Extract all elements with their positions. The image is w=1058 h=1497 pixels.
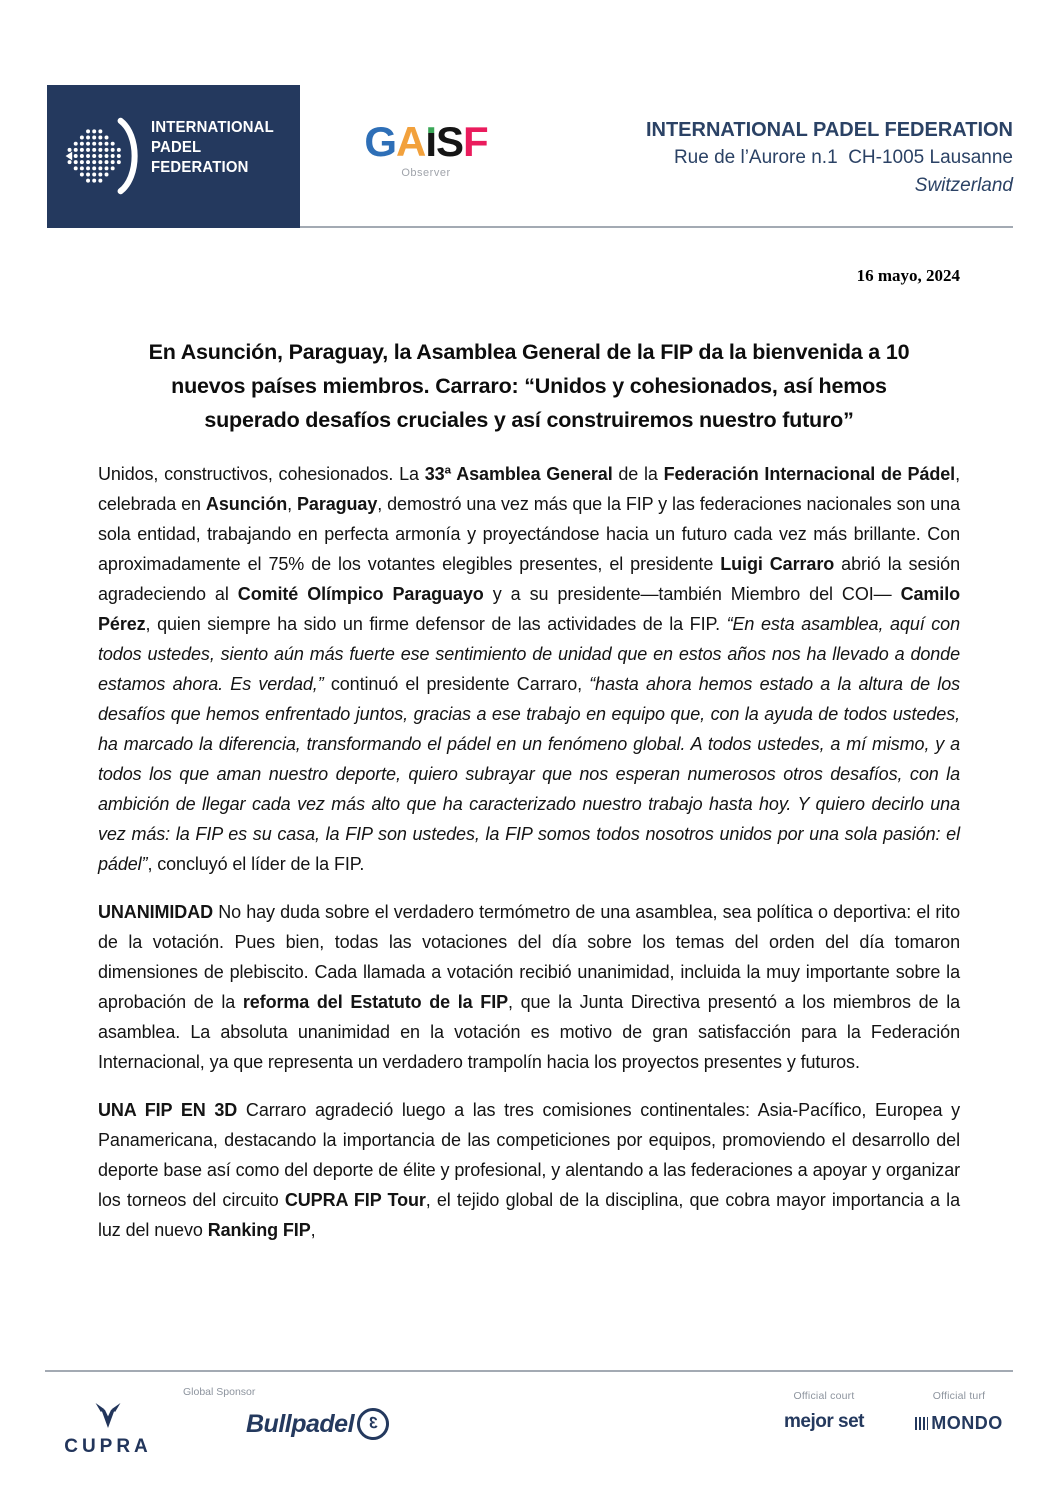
- official-court-label: Official court: [793, 1390, 855, 1402]
- title-line: nuevos países miembros. Carraro: “Unidos y cohesionados, así hemos: [171, 374, 887, 398]
- title-line: superado desafíos cruciales y así construiremos nuestro futuro”: [204, 408, 854, 432]
- official-turf-sponsor: [903, 1390, 1015, 1434]
- cupra-trident-icon: [92, 1402, 124, 1429]
- ipf-logo: [47, 85, 300, 228]
- document-body: [98, 335, 960, 1263]
- cupra-wordmark: CUPRA: [64, 1436, 152, 1457]
- ipf-logo-text: [151, 118, 274, 178]
- mondo-logo: [903, 1413, 1015, 1434]
- ipf-logo-line: PADEL: [151, 139, 202, 156]
- mondo-stripes-icon: [915, 1417, 928, 1430]
- gaisf-logo: [336, 120, 516, 179]
- paragraph-una-fip-en-3d: UNA FIP EN 3D Carraro agradeció luego a las tres comisiones continentales: Asia-Pacífico, Europea y Panamericana, destacando la importancia de las competiciones por equipos, promoviendo el desarrollo del deporte base así como del deporte de élite y profesional, y alentando a las federaciones a apoyar y organizar los torneos del circuito CUPRA FIP Tour, el tejido global de la disciplina, que cobra mayor importancia a la luz del nuevo Ranking FIP,: [98, 1100, 961, 1240]
- bullpadel-badge-numeral: 3: [367, 1414, 379, 1433]
- document-date: 16 mayo, 2024: [856, 266, 960, 285]
- document-title: [98, 335, 960, 437]
- gaisf-letter-0: G: [364, 118, 396, 165]
- address-org-name: INTERNATIONAL PADEL FEDERATION: [645, 119, 1013, 141]
- bullpadel-logo: [246, 1408, 389, 1440]
- header-divider: [300, 226, 1013, 228]
- mejorset-logo: mejor set: [784, 1411, 864, 1432]
- gaisf-wordmark: [336, 120, 516, 164]
- ipf-ball-dots: [68, 129, 121, 182]
- bullpadel-badge-icon: [355, 1406, 391, 1442]
- gaisf-letter-4: F: [463, 118, 488, 165]
- gaisf-letter-3: S: [436, 118, 464, 165]
- bullpadel-wordmark: Bullpadel: [246, 1409, 355, 1438]
- title-line: En Asunción, Paraguay, la Asamblea General de la FIP da la bienvenida a 10: [148, 340, 910, 364]
- ipf-logo-line: INTERNATIONAL: [151, 119, 274, 136]
- gaisf-observer-label: Observer: [401, 167, 451, 179]
- gaisf-letter-2: I: [425, 118, 436, 165]
- paragraph-unanimidad: UNANIMIDAD No hay duda sobre el verdadero termómetro de una asamblea, sea política o deportiva: el rito de la votación. Pues bien, todas las votaciones del día sobre los temas del orden del día tomaron dimensiones de plebiscito. Cada llamada a votación recibió unanimidad, incluida la muy importante sobre la aprobación de la reforma del Estatuto de la FIP, que la Junta Directiva presentó a los miembros de la asamblea. La absoluta unanimidad en la votación es motivo de gran satisfacción para la Federación Internacional, ya que representa un verdadero trampolín hacia los proyectos presentes y futuros.: [98, 902, 960, 1072]
- official-court-sponsor: [768, 1390, 880, 1433]
- cupra-logo: [45, 1402, 171, 1458]
- global-sponsor-label: Global Sponsor: [183, 1386, 256, 1398]
- official-turf-label: Official turf: [932, 1390, 986, 1402]
- gaisf-letter-1: A: [395, 118, 426, 165]
- padel-ball-icon: [59, 112, 147, 200]
- address-street: Rue de l’Aurore n.1 CH-1005 Lausanne: [673, 147, 1013, 168]
- ipf-logo-line: FEDERATION: [151, 159, 249, 176]
- mondo-wordmark: MONDO: [931, 1413, 1003, 1433]
- footer-divider: [45, 1370, 1013, 1372]
- paragraph-intro: Unidos, constructivos, cohesionados. La 33ª Asamblea General de la Federación Internacional de Pádel, celebrada en Asunción, Paraguay, demostró una vez más que la FIP y las federaciones nacionales son una sola entidad, trabajando en perfecta armonía y proyectándose hacia un futuro cada vez más brillante. Con aproximadamente el 75% de los votantes elegibles presentes, el presidente Luigi Carraro abrió la sesión agradeciendo al Comité Olímpico Paraguayo y a su presidente—también Miembro del COI— Camilo Pérez, quien siempre ha sido un firme defensor de las actividades de la FIP. “En esta asamblea, aquí con todos ustedes, siento aún más fuerte ese sentimiento de unidad que en estos años nos ha llevado a donde estamos ahora. Es verdad,” continuó el presidente Carraro, “hasta ahora hemos estado a la altura de los desafíos que hemos enfrentado juntos, gracias a ese trabajo en equipo que, con la ayuda de todos ustedes, ha marcado la diferencia, transformando el pádel en un fenómeno global. A todos ustedes, a mí mismo, y a todos los que aman nuestro deporte, quiero subrayar que nos esperan numerosos otros desafíos, con la ambición de llegar cada vez más alto que ha caracterizado nuestro trabajo hasta hoy. Y quiero decirlo una vez más: la FIP es su casa, la FIP son ustedes, la FIP somos todos nosotros unidos por una sola pasión: el pádel”, concluyó el líder de la FIP.: [98, 464, 961, 874]
- letterhead-address: [646, 116, 1013, 200]
- address-country: Switzerland: [914, 175, 1013, 196]
